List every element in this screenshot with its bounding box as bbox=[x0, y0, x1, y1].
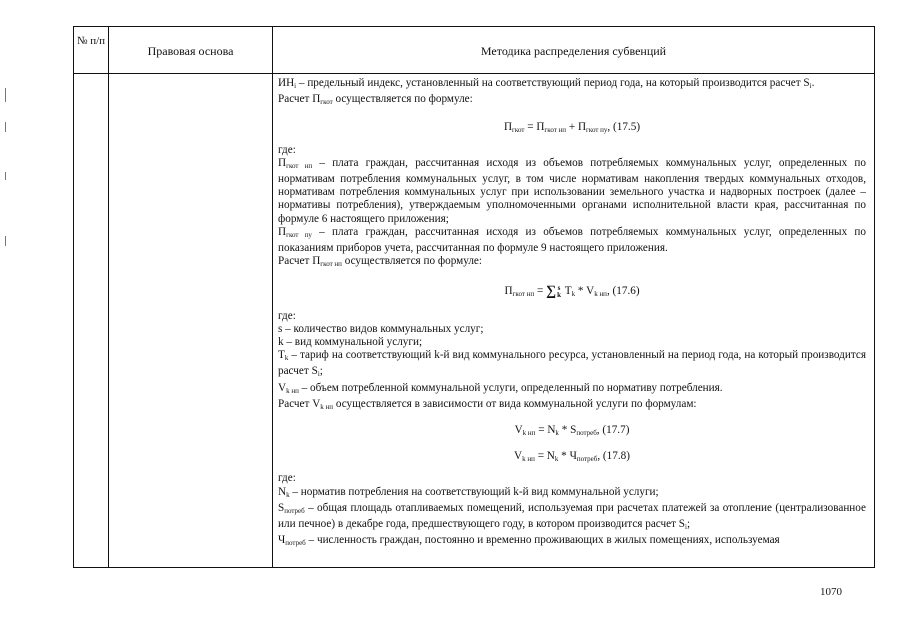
header-number: № п/п bbox=[76, 35, 106, 47]
column-number bbox=[74, 27, 109, 567]
paragraph-calc-vk: Расчет $V_{k нп}$ осуществляется в зависимости от вида коммунальной услуги по формулам: bbox=[278, 397, 697, 411]
formula-17-6: $П_{гкот нп}$ = ∑ s k $T_k * V_{k нп}$, (17.6) bbox=[504, 284, 640, 300]
formula-17-7: $V_{k нп} = N_k * S_{потреб}$, (17.7) bbox=[514, 424, 630, 438]
definition-pgkot-pu: $П_{гкот пу}$ – плата граждан, рассчитанная исходя из объемов потребляемых коммунальных услуг, определенных по показаниям приборов учета, рассчитанная по формуле 9 настоящего приложения. bbox=[278, 225, 866, 255]
header-divider bbox=[74, 73, 874, 74]
definition-vk: $V_{k нп}$ – объем потребленной коммунальной услуги, определенный по нормативу потребления. bbox=[278, 381, 723, 395]
where-label: где: bbox=[278, 309, 296, 322]
sum-limits: s k bbox=[557, 284, 561, 300]
where-label: где: bbox=[278, 472, 296, 485]
definition-k: k – вид коммунальной услуги; bbox=[278, 336, 423, 349]
definition-pgkot-np: $П_{гкот нп}$ – плата граждан, рассчитанная исходя из объемов потребляемых коммунальных услуг, определенных по нормативам потребления коммунальных услуг, в том числе нормативам накопления твердых коммунальных отходов, нормативам потребления коммунальных услуг при использовании земельного участка и надворных построек (далее – нормативы потребления), утверждаемым уполномоченными органами исполнительной власти края, рассчитанная по формуле 6 настоящего приложения; bbox=[278, 156, 866, 225]
formula-17-5: $П_{гкот} = П_{гкот нп} + П_{гкот пу}$, (17.5) bbox=[503, 121, 641, 135]
scan-mark bbox=[5, 88, 6, 102]
header-legal-basis: Правовая основа bbox=[147, 44, 234, 58]
formula-17-8: $V_{k нп} = N_k * Ч_{потреб}$, (17.8) bbox=[514, 450, 630, 464]
paragraph-index: $ИН_i$ – предельный индекс, установленный на соответствующий период года, на который производится расчет $S_i$. bbox=[278, 77, 815, 90]
subsidy-table bbox=[73, 26, 875, 568]
paragraph-calc-np: Расчет $П_{гкот нп}$ осуществляется по формуле: bbox=[278, 255, 482, 269]
column-legal-basis bbox=[109, 27, 273, 567]
header-method: Методика распределения субвенций bbox=[480, 44, 667, 58]
where-label: где: bbox=[278, 143, 296, 156]
page-number: 1070 bbox=[820, 586, 842, 598]
scan-mark bbox=[5, 236, 6, 246]
definition-tk: $T_k$ – тариф на соответствующий k-й вид коммунального ресурса, установленный на период года, на который производится расчет $S_i$; bbox=[278, 349, 866, 379]
scan-mark bbox=[5, 172, 6, 180]
sum-symbol: ∑ bbox=[546, 284, 557, 300]
paragraph-calc-intro: Расчет $П_{гкот}$ осуществляется по формуле: bbox=[278, 93, 473, 107]
definition-s: s – количество видов коммунальных услуг; bbox=[278, 322, 484, 335]
definition-ch-potreb: $Ч_{потреб}$ – численность граждан, постоянно и временно проживающих в жилых помещениях, используемая bbox=[278, 534, 780, 548]
method-content bbox=[278, 77, 866, 550]
definition-nk: $N_k$ – норматив потребления на соответствующий k-й вид коммунальной услуги; bbox=[278, 485, 659, 499]
definition-s-potreb: $S_{потреб}$ – общая площадь отапливаемых помещений, используемая при расчетах платежей за отопление (централизованное или печное) в декабре года, предшествующего году, в котором производится расчет $S_i$; bbox=[278, 501, 866, 532]
scan-mark bbox=[5, 122, 6, 132]
